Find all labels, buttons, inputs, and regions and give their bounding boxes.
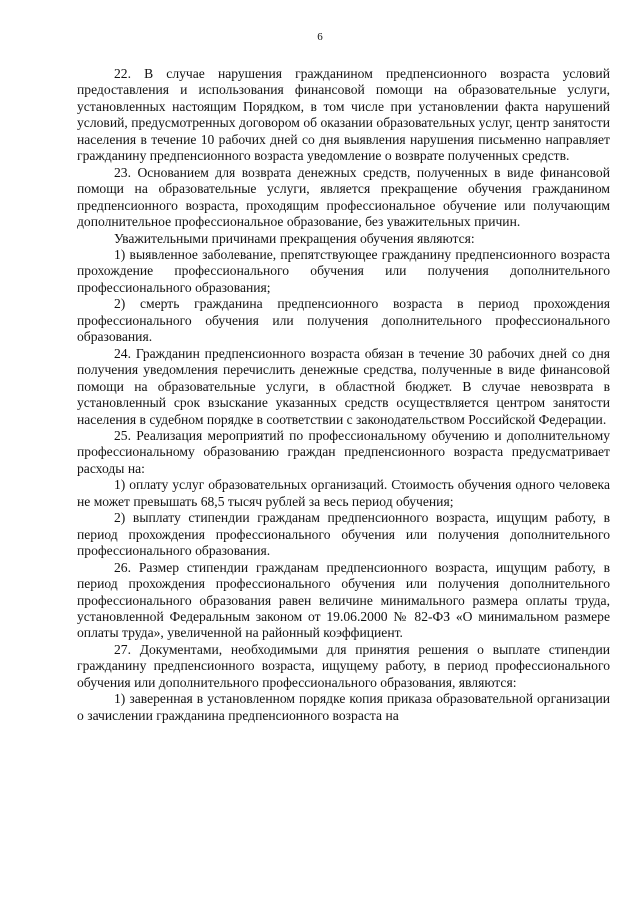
paragraph-valid-reason-2: 2) смерть гражданина предпенсионного возраста в период прохождения профессионального обучения или получения дополнительного профессионального образования.: [77, 296, 610, 345]
paragraph-27-item-1: 1) заверенная в установленном порядке копия приказа образовательной организации о зачислении гражданина предпенсионного возраста на: [77, 691, 610, 723]
paragraph-valid-reason-1: 1) выявленное заболевание, препятствующее гражданину предпенсионного возраста прохождение профессионального обучения или получения дополнительного профессионального образования;: [77, 246, 610, 295]
paragraph-25-item-2: 2) выплату стипендии гражданам предпенсионного возраста, ищущим работу, в период прохождения профессионального обучения или получения дополнительного профессионального образования.: [77, 510, 610, 559]
paragraph-27: 27. Документами, необходимыми для принятия решения о выплате стипендии гражданину предпенсионного возраста, ищущему работу, в период профессионального обучения или дополнительного профессионального образования, являются:: [77, 641, 610, 690]
paragraph-22: 22. В случае нарушения гражданином предпенсионного возраста условий предоставления и использования финансовой помощи на образовательные услуги, установленных настоящим Порядком, в том числе при установлении факта нарушений условий, предусмотренных договором об оказании образовательных услуг, центр занятости населения в течение 10 рабочих дней со дня выявления нарушения письменно направляет гражданину предпенсионного возраста уведомление о возврате полученных средств.: [77, 66, 610, 164]
document-body: [77, 66, 610, 724]
paragraph-24: 24. Гражданин предпенсионного возраста обязан в течение 30 рабочих дней со дня получения уведомления перечислить денежные средства, полученные в виде финансовой помощи на образовательные услуги, в областной бюджет. В случае невозврата в установленный срок взыскание указанных средств осуществляется центром занятости населения в судебном порядке в соответствии с законодательством Российской Федерации.: [77, 345, 610, 427]
page-number: 6: [317, 31, 323, 43]
paragraph-23: 23. Основанием для возврата денежных средств, полученных в виде финансовой помощи на образовательные услуги, является прекращение обучения гражданином предпенсионного возраста, проходящим профессиональное обучение или получающим дополнительное профессиональное образование, без уважительных причин.: [77, 164, 610, 230]
paragraph-25: 25. Реализация мероприятий по профессиональному обучению и дополнительному профессиональному образованию граждан предпенсионного возраста предусматривает расходы на:: [77, 427, 610, 476]
paragraph-valid-reasons-intro: Уважительными причинами прекращения обучения являются:: [114, 230, 475, 246]
paragraph-25-item-1: 1) оплату услуг образовательных организаций. Стоимость обучения одного человека не может превышать 68,5 тысяч рублей за весь период обучения;: [77, 477, 610, 509]
paragraph-26: 26. Размер стипендии гражданам предпенсионного возраста, ищущим работу, в период прохождения профессионального обучения или получения дополнительного профессионального образования равен величине минимального размера оплаты труда, установленной Федеральным законом от 19.06.2000 № 82-ФЗ «О минимальном размере оплаты труда», увеличенной на районный коэффициент.: [77, 559, 610, 641]
